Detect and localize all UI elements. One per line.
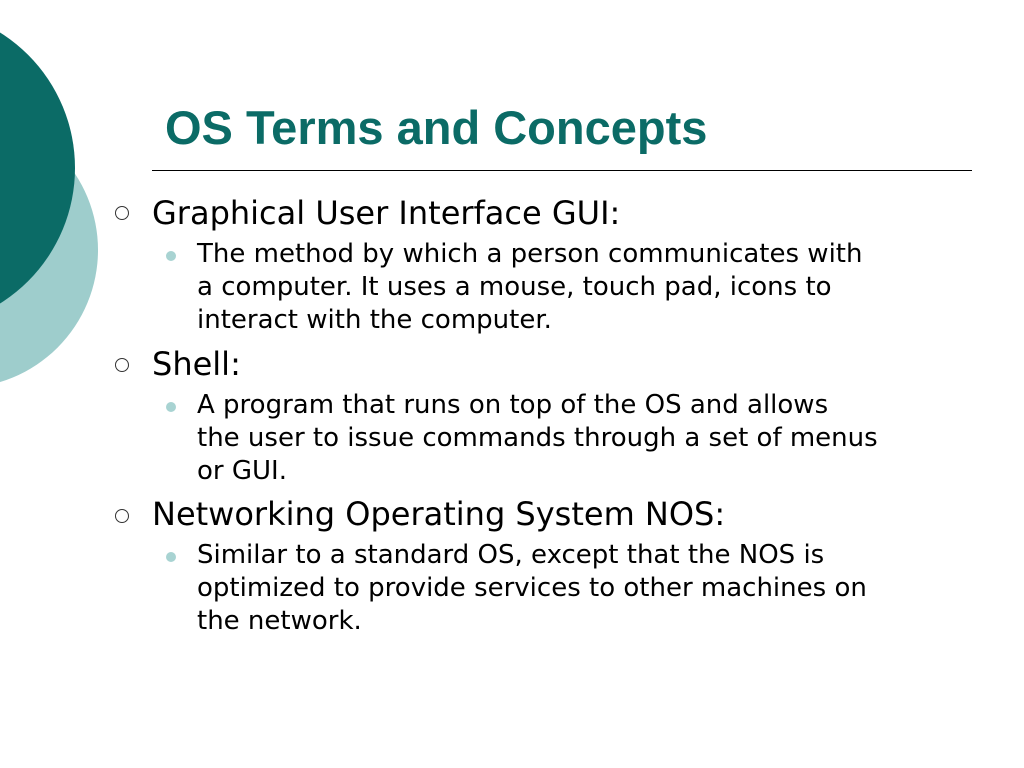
term-gui: Graphical User Interface GUI:	[152, 194, 621, 232]
dot-bullet-icon	[166, 251, 176, 261]
slide-title: OS Terms and Concepts	[165, 101, 708, 154]
hollow-circle-bullet-icon	[115, 206, 129, 220]
detail-nos: Similar to a standard OS, except that the NOS is optimized to provide services to other machines on the network.	[197, 540, 867, 636]
dot-bullet-icon	[166, 552, 176, 562]
term-shell: Shell:	[152, 345, 241, 383]
detail-gui: The method by which a person communicates with a computer. It uses a mouse, touch pad, icons to interact with the computer.	[197, 239, 863, 335]
detail-shell: A program that runs on top of the OS and allows the user to issue commands through a set of menus or GUI.	[197, 390, 878, 486]
hollow-circle-bullet-icon	[115, 358, 129, 372]
dot-bullet-icon	[166, 402, 176, 412]
term-nos: Networking Operating System NOS:	[152, 495, 726, 533]
title-divider	[152, 170, 972, 171]
hollow-circle-bullet-icon	[115, 509, 129, 523]
